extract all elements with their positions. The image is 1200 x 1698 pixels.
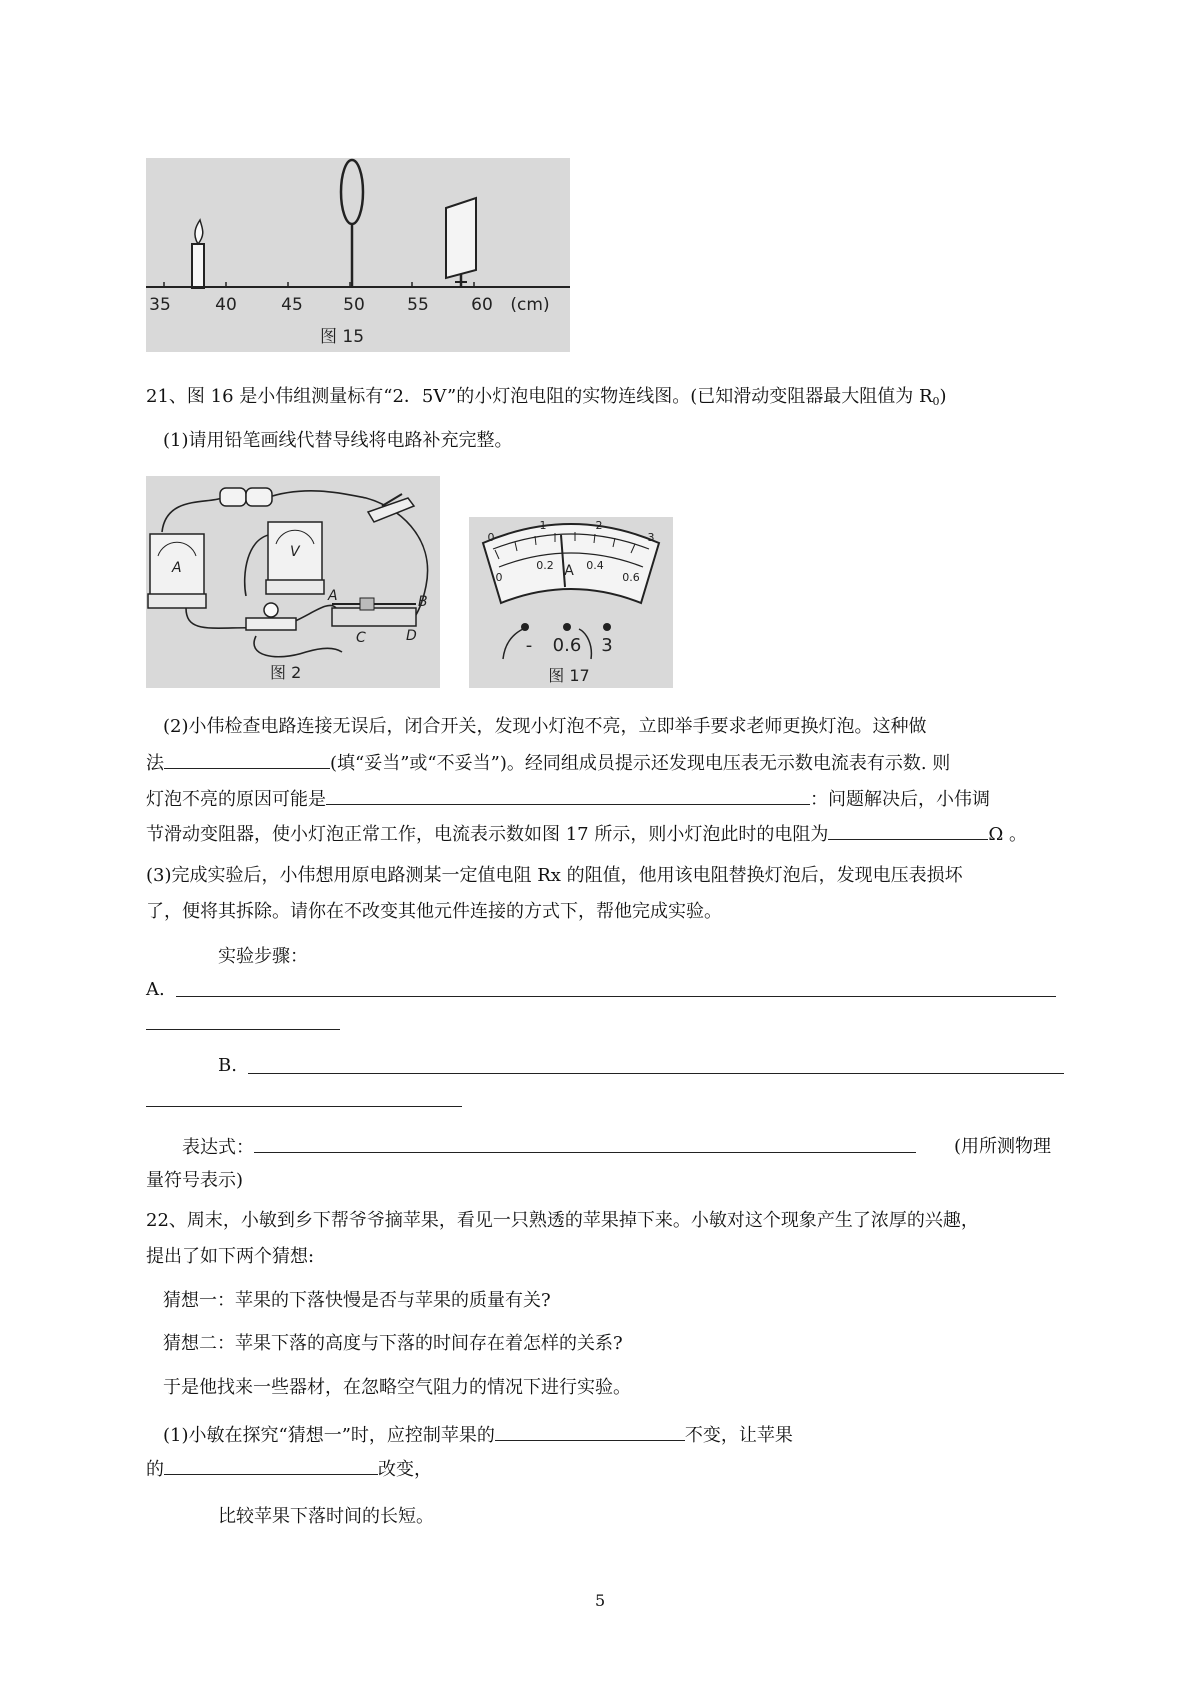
q21-part2-line1: (2)小伟检查电路连接无误后，闭合开关，发现小灯泡不亮，立即举手要求老师更换灯泡。这种做: [163, 716, 927, 737]
scale-label: 0: [495, 571, 503, 584]
terminal-label: -: [525, 635, 533, 656]
tick-label: 60: [471, 295, 493, 315]
figure-17-ammeter: [469, 517, 673, 688]
step-b-answer-line-2[interactable]: [146, 1106, 462, 1107]
figure-caption: 图 17: [548, 666, 590, 685]
q22-part1-line2: 的 改变，: [146, 1459, 432, 1480]
q22-part1-line1: (1)小敏在探究“猜想一”时，应控制苹果的 不变，让苹果: [163, 1425, 793, 1446]
figure-caption: 图 15: [319, 327, 365, 347]
tick-label: 55: [407, 295, 429, 315]
steps-label: 实验步骤：: [218, 946, 308, 967]
step-a-answer-line[interactable]: [176, 996, 1056, 997]
terminal-label: B: [418, 594, 428, 610]
scale-label: 2: [595, 519, 603, 532]
wire: [254, 636, 342, 657]
q21-part3-line1: (3)完成实验后，小伟想用原电路测某一定值电阻 Rx 的阻值，他用该电阻替换灯泡后，发现电压表损坏: [146, 865, 963, 886]
q21-part1: (1)请用铅笔画线代替导线将电路补充完整。: [163, 430, 513, 451]
bulb: [264, 603, 278, 617]
q21-part2-line2: 法 (填“妥当”或“不妥当”)。经同组成员提示还发现电压表无示数电流表有示数. 则: [146, 753, 951, 774]
expression-line: 表达式：: [182, 1136, 916, 1159]
q21-part2-line3: 灯泡不亮的原因可能是 ：问题解决后，小伟调: [146, 789, 990, 810]
tick-label: 50: [343, 295, 365, 315]
answer-blank[interactable]: [495, 1424, 685, 1441]
terminal-0.6: [563, 623, 571, 631]
scale-label: 0.2: [536, 559, 554, 572]
expression-note-a: (用所测物理: [954, 1136, 1052, 1157]
battery: [246, 488, 272, 506]
tick-label: 45: [281, 295, 303, 315]
q22-line1: 22、周末，小敏到乡下帮爷爷摘苹果，看见一只熟透的苹果掉下来。小敏对这个现象产生了浓厚的兴趣，: [146, 1210, 979, 1231]
expression-note-b: 量符号表示): [146, 1170, 244, 1191]
step-a-label: A.: [146, 979, 165, 1000]
terminal-label: 0.6: [552, 635, 582, 656]
meter-label: A: [172, 560, 182, 576]
q22-part1-line3: 比较苹果下落时间的长短。: [218, 1506, 434, 1527]
scale-label: 1: [539, 519, 547, 532]
q21-part2-line4: 节滑动变阻器，使小灯泡正常工作，电流表示数如图 17 所示，则小灯泡此时的电阻为 Ω 。: [146, 824, 1028, 845]
q21-part3-line2: 了，便将其拆除。请你在不改变其他元件连接的方式下，帮他完成实验。: [146, 901, 722, 922]
unit-label: A: [564, 563, 574, 579]
candle-flame: [195, 220, 203, 244]
q22-guess1: 猜想一：苹果的下落快慢是否与苹果的质量有关?: [163, 1290, 551, 1311]
terminal-label: A: [328, 588, 338, 604]
answer-blank[interactable]: [164, 1458, 378, 1475]
unit-label: (cm): [510, 295, 550, 315]
scale-label: 0: [487, 531, 495, 544]
battery: [220, 488, 246, 506]
q22-line5: 于是他找来一些器材，在忽略空气阻力的情况下进行实验。: [163, 1377, 631, 1398]
convex-lens: [341, 160, 363, 224]
q21-stem: 21、图 16 是小伟组测量标有“2．5V”的小灯泡电阻的实物连线图。(已知滑动变阻器最大阻值为 $R_0$): [146, 386, 947, 408]
light-screen: [446, 198, 476, 278]
answer-blank[interactable]: [828, 823, 988, 840]
q22-guess2: 猜想二：苹果下落的高度与下落的时间存在着怎样的关系?: [163, 1333, 623, 1354]
scale-label: 0.4: [586, 559, 604, 572]
figure-15: [146, 158, 570, 352]
step-a-answer-line-2[interactable]: [146, 1029, 340, 1030]
answer-blank[interactable]: [326, 788, 810, 805]
step-b-label: B.: [218, 1055, 237, 1076]
figure-caption: 图 2: [270, 663, 302, 682]
terminal-label: D: [406, 628, 417, 644]
meter-label: V: [290, 544, 300, 560]
terminal-label: C: [356, 630, 366, 646]
scale-label: 0.6: [622, 571, 640, 584]
terminal-3: [603, 623, 611, 631]
terminal-label: 3: [601, 635, 613, 656]
scale-label: 3: [647, 531, 655, 544]
expression-blank[interactable]: [254, 1136, 916, 1153]
step-b-answer-line[interactable]: [248, 1073, 1064, 1074]
rheostat: [332, 608, 416, 626]
page-number: 5: [595, 1591, 606, 1610]
figure-2-circuit: [146, 476, 440, 688]
lamp-holder: [246, 618, 296, 630]
q22-line2: 提出了如下两个猜想:: [146, 1246, 315, 1267]
candle: [192, 244, 204, 288]
answer-blank[interactable]: [164, 752, 330, 769]
tick-label: 35: [149, 295, 171, 315]
tick-label: 40: [215, 295, 237, 315]
